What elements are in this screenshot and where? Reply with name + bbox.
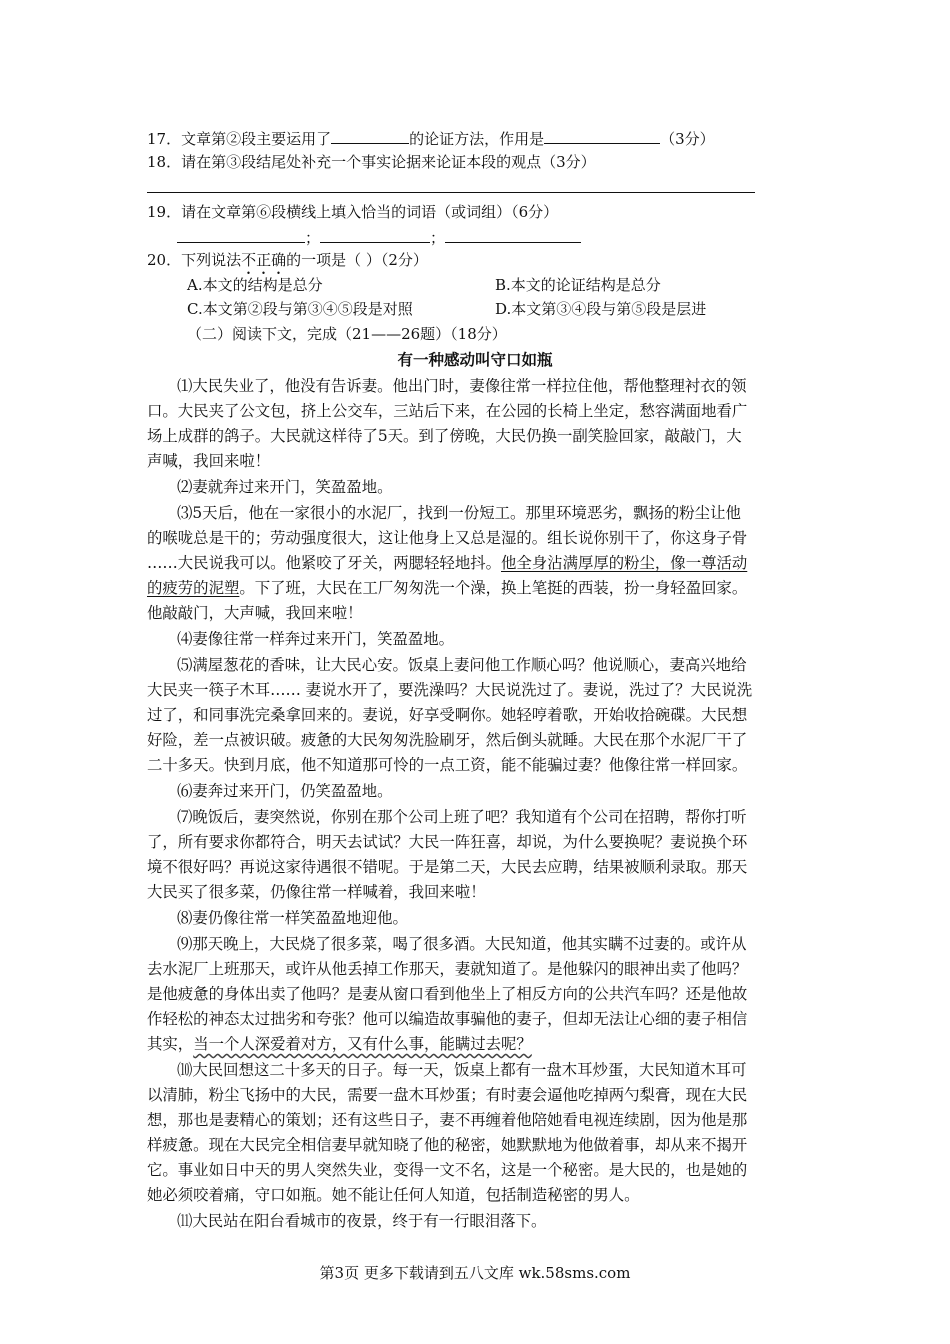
article-line: 它。事业如日中天的男人突然失业，变得一文不名，这是一个秘密。是大民的，也是她的 bbox=[147, 1161, 748, 1179]
q19-blank-1[interactable] bbox=[177, 226, 305, 243]
article-line: 境不很好吗？再说这家待遇很不错呢。于是第二天，大民去应聘，结果被顺利录取。那天 bbox=[147, 858, 748, 876]
q19-blank-2[interactable] bbox=[320, 226, 430, 243]
article-line: ⑻妻仍像往常一样笑盈盈地迎他。 bbox=[177, 909, 408, 927]
q19-separator: ； bbox=[430, 229, 446, 247]
article-line: ⑺晚饭后，妻突然说，你别在那个公司上班了吧？我知道有个公司在招聘，帮你打听 bbox=[177, 808, 747, 826]
article-line: 是他疲惫的身体出卖了他吗？是妻从窗口看到他坐上了相反方向的公共汽车吗？还是他故 bbox=[147, 985, 748, 1003]
article-line: 样疲惫。现在大民完全相信妻早就知晓了他的秘密，她默默地为他做着事，却从来不揭开 bbox=[147, 1136, 748, 1154]
article-line: 她必须咬着痛，守口如瓶。她不能让任何人知道，包括制造秘密的男人。 bbox=[147, 1186, 640, 1204]
article-line: 作轻松的神态太过拙劣和夸张？他可以编造故事骗他的妻子，但却无法让心细的妻子相信 bbox=[147, 1010, 748, 1028]
article-line: ⑴大民失业了，他没有告诉妻。他出门时，妻像往常一样拉住他，帮他整理衬衣的领 bbox=[177, 377, 747, 395]
article-text: ……大民说我可以。他紧咬了牙关，两腮轻轻地抖。 bbox=[147, 554, 501, 572]
article-line: 大民买了很多菜，仍像往常一样喊着，我回来啦！ bbox=[147, 883, 486, 901]
q20-text-b: 的一项是（ ）（2分） bbox=[286, 251, 428, 269]
q17-text-c: （3分） bbox=[660, 130, 715, 148]
article-line: 以清肺，粉尘飞扬中的大民，需要一盘木耳炒蛋；有时妻会逼他吃掉两勺梨膏，现在大民 bbox=[147, 1086, 748, 1104]
q20-emphasis: 不正确 bbox=[241, 251, 287, 269]
article-line: ⑾大民站在阳台看城市的夜景，终于有一行眼泪落下。 bbox=[177, 1212, 547, 1230]
q18-answer-line[interactable] bbox=[147, 192, 755, 193]
article-line: 大民夹一筷子木耳…… 妻说水开了，要洗澡吗？大民说洗过了。妻说，洗过了？大民说洗 bbox=[147, 681, 753, 699]
option-b[interactable]: B.本文的论证结构是总分 bbox=[495, 276, 661, 294]
article-line: 口。大民夹了公文包，挤上公交车，三站后下来，在公园的长椅上坐定，愁容满面地看广 bbox=[147, 402, 748, 420]
article-line: 了，所有要求你都符合，明天去试试？大民一阵狂喜，却说，为什么要换呢？妻说换个环 bbox=[147, 833, 748, 851]
option-a[interactable]: A.本文的结构是总分 bbox=[187, 276, 323, 294]
article-line bbox=[147, 552, 747, 574]
q17-blank-2[interactable] bbox=[544, 127, 660, 144]
q19-separator: ； bbox=[305, 229, 321, 247]
article-line: 好险，差一点被识破。疲惫的大民匆匆洗脸刷牙，然后倒头就睡。大民在那个水泥厂干了 bbox=[147, 731, 748, 749]
article-line bbox=[147, 577, 747, 599]
q19-blank-3[interactable] bbox=[445, 226, 581, 243]
underlined-sentence: 他全身沾满厚厚的粉尘，像一尊活动 bbox=[501, 554, 748, 572]
question-19: 19．请在文章第⑥段横线上填入恰当的词语（或词组）（6分） bbox=[147, 203, 559, 221]
article-line: ⑶5天后，他在一家很小的水泥厂，找到一份短工。那里环境恶劣，飘扬的粉尘让他 bbox=[177, 504, 741, 522]
article-line: ⑷妻像往常一样奔过来开门，笑盈盈地。 bbox=[177, 630, 455, 648]
q17-text-a: 17．文章第②段主要运用了 bbox=[147, 130, 332, 148]
article-line: 想，那也是妻精心的策划；还有这些日子，妻不再缠着他陪她看电视连续剧，因为他是那 bbox=[147, 1111, 748, 1129]
question-17 bbox=[147, 127, 715, 150]
underlined-sentence: 的疲劳的泥塑 bbox=[147, 579, 240, 597]
option-c[interactable]: C.本文第②段与第③④⑤段是对照 bbox=[187, 300, 413, 318]
option-d[interactable]: D.本文第③④段与第⑤段是层进 bbox=[495, 300, 707, 318]
section-2-heading: （二）阅读下文，完成（21——26题）（18分） bbox=[187, 325, 507, 343]
q17-blank-1[interactable] bbox=[331, 127, 409, 144]
page-footer: 第3页 更多下载请到五八文库 wk.58sms.com bbox=[319, 1264, 631, 1282]
article-line: 二十多天。快到月底，他不知道那可怜的一点工资，能不能骗过妻？他像往常一样回家。 bbox=[147, 756, 748, 774]
article-line: ⑸满屋葱花的香味，让大民心安。饭桌上妻问他工作顺心吗？他说顺心，妻高兴地给 bbox=[177, 656, 747, 674]
article-line: 场上成群的鸽子。大民就这样待了5天。到了傍晚，大民仍换一副笑脸回家，敲敲门，大 bbox=[147, 427, 742, 445]
article-line: 去水泥厂上班那天，或许从他丢掉工作那天，妻就知道了。是他躲闪的眼神出卖了他吗？ bbox=[147, 960, 748, 978]
article-line: 声喊，我回来啦！ bbox=[147, 452, 271, 470]
article-line: ⑹妻奔过来开门，仍笑盈盈地。 bbox=[177, 782, 393, 800]
article-line: 的喉咙总是干的；劳动强度很大，这让他身上又总是湿的。组长说你别干了，你这身子骨 bbox=[147, 529, 748, 547]
wavy-underlined-sentence: 当一个人深爱着对方，又有什么事，能瞒过去呢？ bbox=[193, 1035, 532, 1053]
article-text: 。下了班，大民在工厂匆匆洗一个澡，换上笔挺的西装，扮一身轻盈回家。 bbox=[239, 579, 748, 597]
article-line: 他敲敲门，大声喊，我回来啦！ bbox=[147, 604, 363, 622]
article-line: ⑵妻就奔过来开门，笑盈盈地。 bbox=[177, 478, 393, 496]
question-18: 18．请在第③段结尾处补充一个事实论据来论证本段的观点（3分） bbox=[147, 153, 596, 171]
article-line: 过了，和同事洗完桑拿回来的。妻说，好享受啊你。她轻哼着歌，开始收拾碗碟。大民想 bbox=[147, 706, 748, 724]
q19-blanks bbox=[177, 226, 581, 249]
q17-text-b: 的论证方法，作用是 bbox=[409, 130, 545, 148]
article-line: ⑼那天晚上，大民烧了很多菜，喝了很多酒。大民知道，他其实瞒不过妻的。或许从 bbox=[177, 935, 747, 953]
article-title: 有一种感动叫守口如瓶 bbox=[397, 350, 553, 369]
article-line bbox=[147, 1033, 532, 1055]
article-text: 其实， bbox=[147, 1035, 194, 1053]
q20-text-a: 20．下列说法 bbox=[147, 251, 242, 269]
article-line: ⑽大民回想这二十多天的日子。每一天，饭桌上都有一盘木耳炒蛋，大民知道木耳可 bbox=[177, 1061, 747, 1079]
